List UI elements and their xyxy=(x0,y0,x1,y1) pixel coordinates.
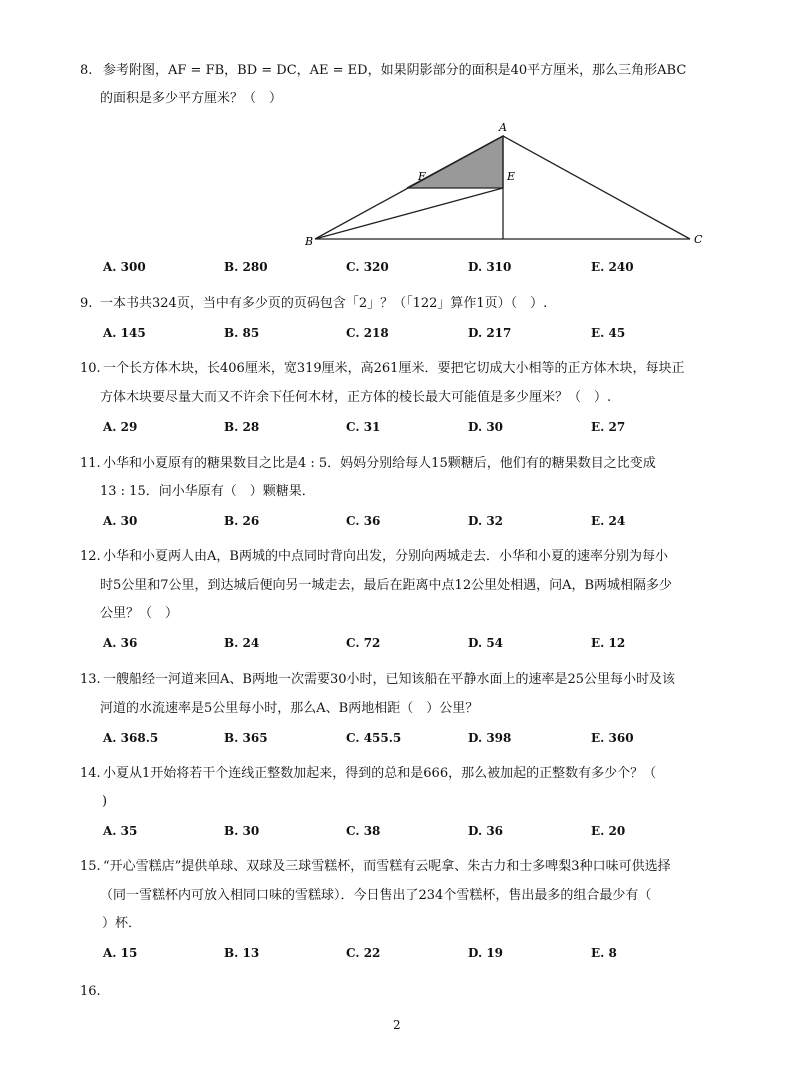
option-b: B. 85 xyxy=(224,326,260,340)
q14-number: 14. xyxy=(80,766,101,781)
option-e: E. 240 xyxy=(591,260,634,274)
option-a: A. 30 xyxy=(103,514,138,528)
label-c: C xyxy=(694,233,703,246)
option-d: D. 19 xyxy=(468,946,504,960)
page-number: 2 xyxy=(393,1018,401,1032)
option-c: C. 38 xyxy=(346,824,381,838)
option-b: B. 24 xyxy=(224,636,260,650)
option-a: A. 368.5 xyxy=(103,731,159,745)
q12-line-3: 公里？（ ） xyxy=(100,606,179,621)
q9-line-1: 一本书共324页，当中有多少页的页码包含「2」？（「122」算作1页）（ ）. xyxy=(100,296,548,311)
segment-be xyxy=(315,188,503,239)
option-c: C. 31 xyxy=(346,420,381,434)
option-a: A. 35 xyxy=(103,824,138,838)
q15-line-3: ）杯． xyxy=(102,916,142,931)
option-e: E. 24 xyxy=(591,514,626,528)
option-c: C. 22 xyxy=(346,946,381,960)
option-d: D. 32 xyxy=(468,514,504,528)
q9-number: 9. xyxy=(80,296,93,311)
option-a: A. 15 xyxy=(103,946,138,960)
q10-line-1: 一个长方体木块，长406厘米，宽319厘米，高261厘米．要把它切成大小相等的正方体木块，每块正 xyxy=(103,361,685,376)
label-b: B xyxy=(305,235,314,248)
q10-number: 10. xyxy=(80,361,101,376)
option-d: D. 310 xyxy=(468,260,512,274)
option-c: C. 455.5 xyxy=(346,731,402,745)
option-a: A. 36 xyxy=(103,636,138,650)
option-b: B. 26 xyxy=(224,514,260,528)
q15-line-1: “开心雪糕店”提供单球、双球及三球雪糕杯，而雪糕有云呢拿、朱古力和士多啤梨3种口味可供选择 xyxy=(103,859,671,874)
option-b: B. 280 xyxy=(224,260,268,274)
option-a: A. 29 xyxy=(103,420,138,434)
option-c: C. 36 xyxy=(346,514,381,528)
q14-line-2: ) xyxy=(102,794,108,809)
option-e: E. 360 xyxy=(591,731,634,745)
label-a: A xyxy=(499,121,507,134)
label-f: F xyxy=(418,170,426,183)
label-e: E xyxy=(507,170,516,183)
option-c: C. 320 xyxy=(346,260,389,274)
q13-line-1: 一艘船经一河道来回A、B两地一次需要30小时，已知该船在平静水面上的速率是25公里每小时及该 xyxy=(103,672,676,687)
q12-line-2: 时5公里和7公里，到达城后便向另一城走去，最后在距离中点12公里处相遇，问A，B两城相隔多少 xyxy=(100,578,673,593)
q11-line-1: 小华和小夏原有的糖果数目之比是4 : 5．妈妈分别给每人15颗糖后，他们有的糖果数目之比变成 xyxy=(103,456,656,471)
side-ac xyxy=(503,136,690,239)
q12-number: 12. xyxy=(80,549,101,564)
option-c: C. 72 xyxy=(346,636,381,650)
option-e: E. 27 xyxy=(591,420,626,434)
option-d: D. 30 xyxy=(468,420,504,434)
option-d: D. 36 xyxy=(468,824,504,838)
q11-number: 11. xyxy=(80,456,101,471)
q8-line-2: 的面积是多少平方厘米？（ ） xyxy=(100,91,283,106)
q8-line-1: 参考附图，AF = FB，BD = DC，AE = ED，如果阴影部分的面积是40平方厘米，那么三角形ABC xyxy=(103,63,687,78)
q14-line-1: 小夏从1开始将若干个连线正整数加起来，得到的总和是666，那么被加起的正整数有多少个？（ xyxy=(103,766,657,781)
q16-number: 16. xyxy=(80,984,101,999)
option-e: E. 45 xyxy=(591,326,626,340)
q10-line-2: 方体木块要尽量大而又不许余下任何木材，正方体的棱长最大可能值是多少厘米？（ ）. xyxy=(100,390,612,405)
q13-number: 13. xyxy=(80,672,101,687)
option-e: E. 12 xyxy=(591,636,626,650)
q11-line-2: 13 : 15．问小华原有（ ）颗糖果． xyxy=(100,484,315,499)
option-b: B. 365 xyxy=(224,731,268,745)
q8-number: 8. xyxy=(80,63,93,78)
q13-line-2: 河道的水流速率是5公里每小时，那么A、B两地相距（ ）公里？ xyxy=(100,701,479,716)
option-a: A. 300 xyxy=(103,260,146,274)
option-d: D. 54 xyxy=(468,636,504,650)
option-d: D. 217 xyxy=(468,326,512,340)
q12-line-1: 小华和小夏两人由A，B两城的中点同时背向出发，分别向两城走去．小华和小夏的速率分别为每小 xyxy=(103,549,668,564)
q15-number: 15. xyxy=(80,859,101,874)
option-b: B. 30 xyxy=(224,824,260,838)
option-e: E. 20 xyxy=(591,824,626,838)
option-c: C. 218 xyxy=(346,326,389,340)
option-e: E. 8 xyxy=(591,946,617,960)
option-b: B. 28 xyxy=(224,420,260,434)
option-a: A. 145 xyxy=(103,326,146,340)
option-b: B. 13 xyxy=(224,946,260,960)
option-d: D. 398 xyxy=(468,731,512,745)
q15-line-2: （同一雪糕杯内可放入相同口味的雪糕球）．今日售出了234个雪糕杯，售出最多的组合最少有（ xyxy=(100,888,652,903)
